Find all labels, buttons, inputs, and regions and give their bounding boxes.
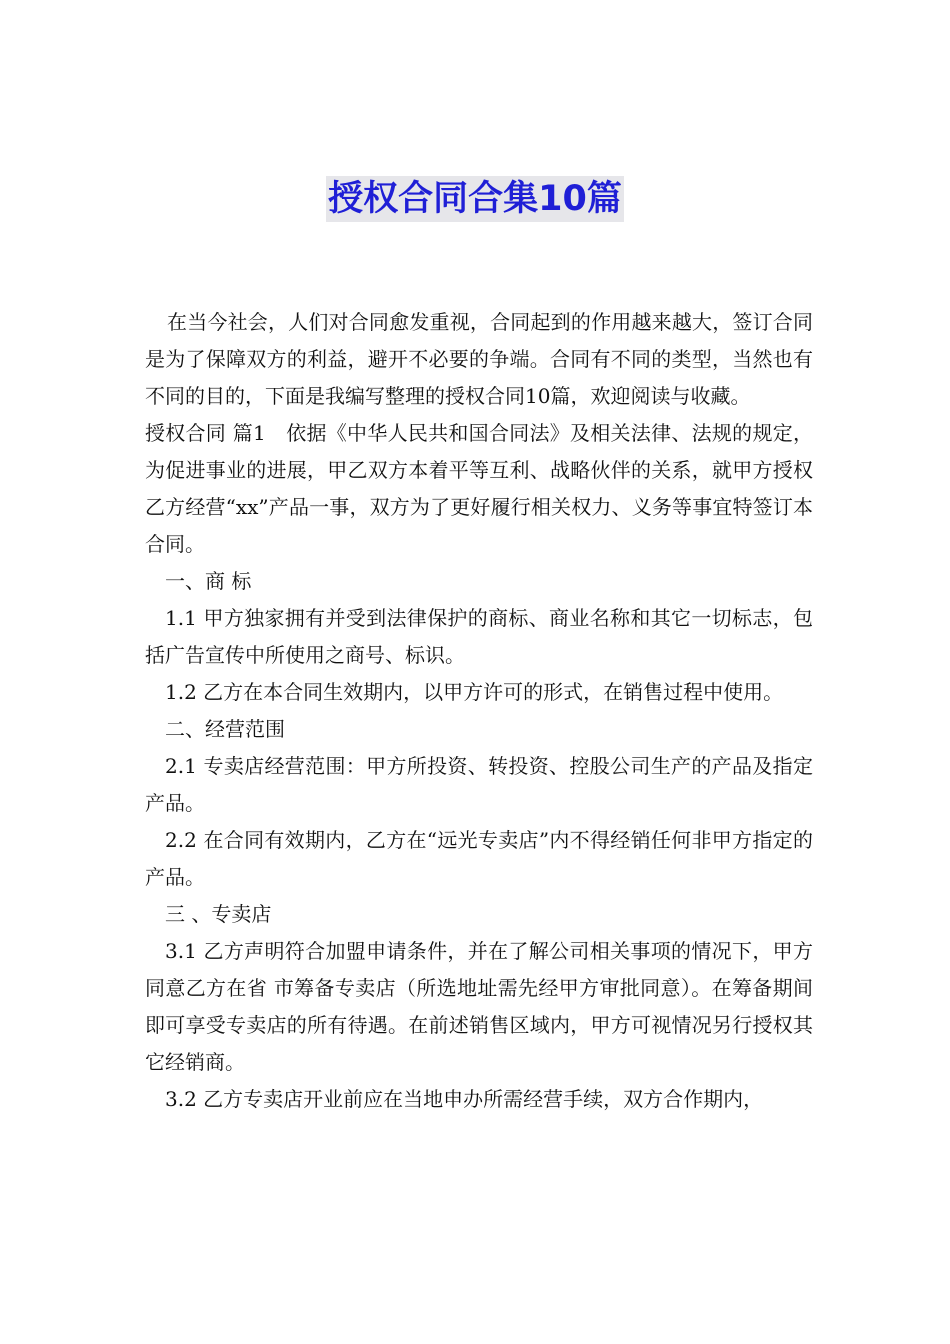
clause-2-1: 2.1 专卖店经营范围：甲方所投资、转投资、控股公司生产的产品及指定产品。 — [145, 754, 813, 815]
clause-2-2: 2.2 在合同有效期内，乙方在“远光专卖店”内不得经销任何非甲方指定的产品。 — [145, 828, 813, 889]
clause-1-1: 1.1 甲方独家拥有并受到法律保护的商标、商业名称和其它一切标志，包括广告宣传中所使用之商号、标识。 — [145, 606, 813, 667]
intro-paragraph: 在当今社会，人们对合同愈发重视，合同起到的作用越来越大，签订合同是为了保障双方的利益，避开不必要的争端。合同有不同的类型，当然也有不同的目的，下面是我编写整理的授权合同10篇，欢迎阅读与收藏。 — [145, 310, 813, 408]
document-title: 授权合同合集10篇 — [326, 176, 624, 222]
clause-1-2: 1.2 乙方在本合同生效期内，以甲方许可的形式，在销售过程中使用。 — [165, 680, 784, 704]
section-heading-trademark: 一、商 标 — [165, 569, 252, 593]
title-container — [0, 176, 950, 222]
clause-3-2: 3.2 乙方专卖店开业前应在当地申办所需经营手续，双方合作期内， — [165, 1087, 764, 1111]
section-heading-store: 三 、专卖店 — [165, 902, 272, 926]
document-body — [145, 304, 813, 1118]
section-heading-business-scope: 二、经营范围 — [165, 717, 285, 741]
contract-opening-paragraph: 授权合同 篇1 依据《中华人民共和国合同法》及相关法律、法规的规定，为促进事业的进展，甲乙双方本着平等互利、战略伙伴的关系，就甲方授权乙方经营“xx”产品一事，双方为了更好履行相关权力、义务等事宜特签订本合同。 — [145, 421, 813, 556]
clause-3-1: 3.1 乙方声明符合加盟申请条件，并在了解公司相关事项的情况下，甲方同意乙方在省 市筹备专卖店（所选地址需先经甲方审批同意）。在筹备期间即可享受专卖店的所有待遇。在前述销售区域内，甲方可视情况另行授权其它经销商。 — [145, 939, 813, 1074]
